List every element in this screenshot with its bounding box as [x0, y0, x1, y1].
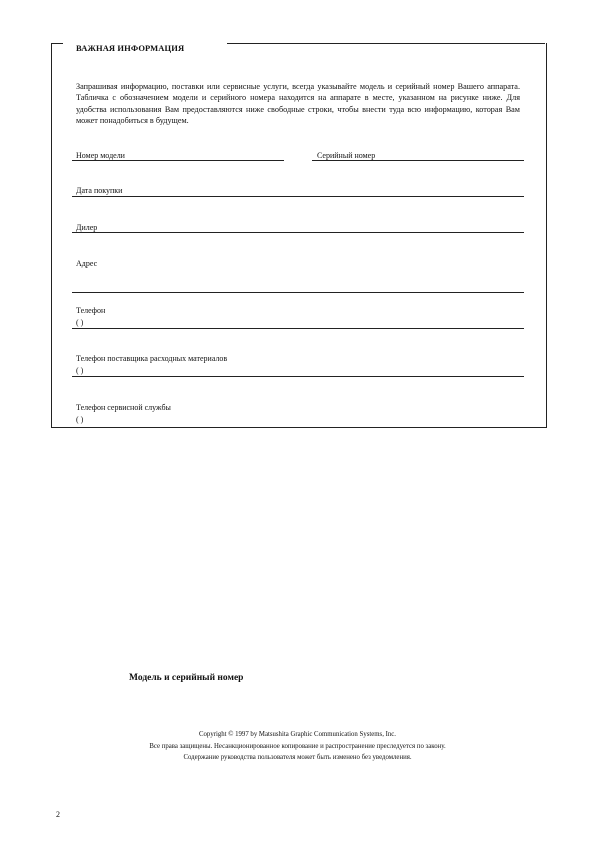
intro-paragraph: Запрашивая информацию, поставки или сервисные услуги, всегда указывайте модель и серийный номер Вашего аппарата. Табличка с обозначением модели и серийного номера находится на аппарате в месте, указанном на рисунке ниже. Для удобства использования Вам предоставляются ниже свободные строки, чтобы внести туда всю информацию, которая Вам может понадобиться в будущем. — [76, 82, 520, 125]
dealer-label: Дилер — [76, 223, 98, 232]
phone-label: Телефон — [76, 306, 106, 315]
supplier-phone-area-code: ( ) — [76, 366, 84, 375]
phone-area-code: ( ) — [76, 318, 84, 327]
service-phone-label: Телефон сервисной службы — [76, 403, 171, 412]
box-top-border-left — [51, 43, 63, 44]
model-number-line[interactable] — [72, 160, 284, 161]
model-number-label: Номер модели — [76, 151, 125, 160]
copyright-line-3: Содержание руководства пользователя может быть изменено без уведомления. — [183, 754, 412, 761]
section-title: ВАЖНАЯ ИНФОРМАЦИЯ — [76, 43, 185, 53]
purchase-date-line[interactable] — [72, 196, 524, 197]
dealer-line[interactable] — [72, 232, 524, 233]
purchase-date-label: Дата покупки — [76, 186, 123, 195]
serial-number-line[interactable] — [312, 160, 524, 161]
supplier-phone-line[interactable] — [72, 376, 524, 377]
serial-number-label: Серийный номер — [317, 151, 376, 160]
page-number: 2 — [56, 810, 60, 819]
address-label: Адрес — [76, 259, 98, 268]
box-top-border-right — [227, 43, 545, 44]
phone-line[interactable] — [72, 328, 524, 329]
copyright-line-1: Copyright © 1997 by Matsushita Graphic Communication Systems, Inc. — [199, 731, 396, 738]
figure-caption: Модель и серийный номер — [129, 673, 244, 683]
copyright-line-2: Все права защищены. Несанкционированное копирование и распространение преследуется по закону. — [149, 743, 446, 750]
address-line[interactable] — [72, 292, 524, 293]
service-phone-area-code: ( ) — [76, 415, 84, 424]
supplier-phone-label: Телефон поставщика расходных материалов — [76, 354, 228, 363]
